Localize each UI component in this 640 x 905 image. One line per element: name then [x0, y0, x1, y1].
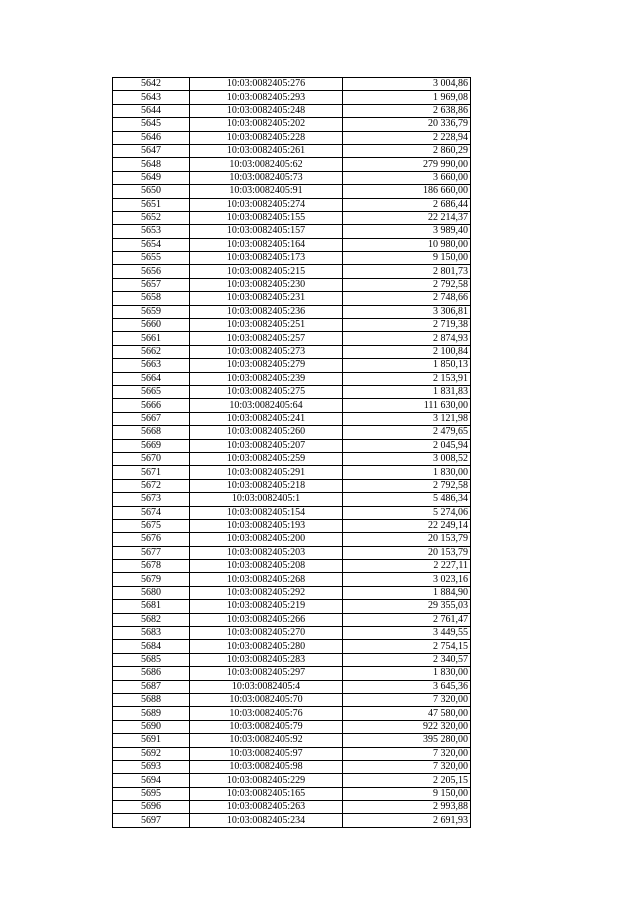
row-number-cell: 5649	[113, 171, 190, 184]
value-cell: 922 320,00	[343, 720, 471, 733]
value-cell: 2 205,15	[343, 774, 471, 787]
table-row	[113, 426, 471, 439]
row-number-cell: 5643	[113, 91, 190, 104]
table-row	[113, 238, 471, 251]
table-row	[113, 493, 471, 506]
cadastral-number-cell: 10:03:0082405:165	[190, 787, 343, 800]
table-row	[113, 372, 471, 385]
table-row	[113, 452, 471, 465]
value-cell: 3 660,00	[343, 171, 471, 184]
table-row	[113, 653, 471, 666]
value-cell: 3 306,81	[343, 305, 471, 318]
value-cell: 7 320,00	[343, 747, 471, 760]
value-cell: 2 801,73	[343, 265, 471, 278]
table-row	[113, 801, 471, 814]
table-row	[113, 319, 471, 332]
table-row	[113, 720, 471, 733]
row-number-cell: 5659	[113, 305, 190, 318]
row-number-cell: 5680	[113, 586, 190, 599]
row-number-cell: 5694	[113, 774, 190, 787]
value-cell: 3 449,55	[343, 627, 471, 640]
value-cell: 7 320,00	[343, 760, 471, 773]
row-number-cell: 5675	[113, 519, 190, 532]
row-number-cell: 5655	[113, 252, 190, 265]
row-number-cell: 5693	[113, 760, 190, 773]
cadastral-number-cell: 10:03:0082405:266	[190, 613, 343, 626]
row-number-cell: 5697	[113, 814, 190, 827]
value-cell: 20 153,79	[343, 546, 471, 559]
value-cell: 5 274,06	[343, 506, 471, 519]
cadastral-number-cell: 10:03:0082405:251	[190, 319, 343, 332]
cadastral-number-cell: 10:03:0082405:270	[190, 627, 343, 640]
cadastral-number-cell: 10:03:0082405:200	[190, 533, 343, 546]
value-cell: 2 045,94	[343, 439, 471, 452]
value-cell: 2 792,58	[343, 278, 471, 291]
row-number-cell: 5696	[113, 801, 190, 814]
value-cell: 2 153,91	[343, 372, 471, 385]
value-cell: 9 150,00	[343, 787, 471, 800]
row-number-cell: 5687	[113, 680, 190, 693]
value-cell: 3 004,86	[343, 78, 471, 91]
row-number-cell: 5676	[113, 533, 190, 546]
cadastral-number-cell: 10:03:0082405:70	[190, 693, 343, 706]
value-cell: 186 660,00	[343, 185, 471, 198]
row-number-cell: 5668	[113, 426, 190, 439]
row-number-cell: 5682	[113, 613, 190, 626]
cadastral-number-cell: 10:03:0082405:62	[190, 158, 343, 171]
row-number-cell: 5695	[113, 787, 190, 800]
cadastral-number-cell: 10:03:0082405:263	[190, 801, 343, 814]
row-number-cell: 5664	[113, 372, 190, 385]
value-cell: 2 748,66	[343, 292, 471, 305]
value-cell: 2 686,44	[343, 198, 471, 211]
value-cell: 2 340,57	[343, 653, 471, 666]
cadastral-number-cell: 10:03:0082405:218	[190, 479, 343, 492]
table-row	[113, 707, 471, 720]
row-number-cell: 5677	[113, 546, 190, 559]
row-number-cell: 5652	[113, 211, 190, 224]
table-row	[113, 158, 471, 171]
table-row	[113, 627, 471, 640]
value-cell: 3 989,40	[343, 225, 471, 238]
table-row	[113, 734, 471, 747]
table-row	[113, 747, 471, 760]
value-cell: 2 638,86	[343, 104, 471, 117]
cadastral-number-cell: 10:03:0082405:64	[190, 399, 343, 412]
value-cell: 2 993,88	[343, 801, 471, 814]
cadastral-number-cell: 10:03:0082405:275	[190, 385, 343, 398]
cadastral-number-cell: 10:03:0082405:202	[190, 118, 343, 131]
value-cell: 2 227,11	[343, 560, 471, 573]
row-number-cell: 5672	[113, 479, 190, 492]
row-number-cell: 5663	[113, 359, 190, 372]
table-row	[113, 225, 471, 238]
row-number-cell: 5684	[113, 640, 190, 653]
table-row	[113, 332, 471, 345]
table-row	[113, 680, 471, 693]
row-number-cell: 5691	[113, 734, 190, 747]
cadastral-number-cell: 10:03:0082405:260	[190, 426, 343, 439]
row-number-cell: 5681	[113, 600, 190, 613]
table-row	[113, 385, 471, 398]
row-number-cell: 5686	[113, 667, 190, 680]
table-row	[113, 252, 471, 265]
row-number-cell: 5685	[113, 653, 190, 666]
row-number-cell: 5644	[113, 104, 190, 117]
row-number-cell: 5669	[113, 439, 190, 452]
table-row	[113, 278, 471, 291]
table-row	[113, 546, 471, 559]
row-number-cell: 5666	[113, 399, 190, 412]
table-body	[113, 78, 471, 828]
cadastral-number-cell: 10:03:0082405:273	[190, 345, 343, 358]
cadastral-number-cell: 10:03:0082405:291	[190, 466, 343, 479]
value-cell: 2 228,94	[343, 131, 471, 144]
cadastral-number-cell: 10:03:0082405:241	[190, 412, 343, 425]
value-cell: 3 008,52	[343, 452, 471, 465]
cadastral-number-cell: 10:03:0082405:283	[190, 653, 343, 666]
table-row	[113, 131, 471, 144]
cadastral-number-cell: 10:03:0082405:79	[190, 720, 343, 733]
table-row	[113, 667, 471, 680]
table-row	[113, 774, 471, 787]
table-row	[113, 760, 471, 773]
row-number-cell: 5665	[113, 385, 190, 398]
table-row	[113, 412, 471, 425]
table-row	[113, 560, 471, 573]
cadastral-number-cell: 10:03:0082405:259	[190, 452, 343, 465]
value-cell: 2 792,58	[343, 479, 471, 492]
table-row	[113, 613, 471, 626]
value-cell: 1 830,00	[343, 667, 471, 680]
value-cell: 2 761,47	[343, 613, 471, 626]
table-row	[113, 506, 471, 519]
row-number-cell: 5671	[113, 466, 190, 479]
row-number-cell: 5642	[113, 78, 190, 91]
cadastral-number-cell: 10:03:0082405:157	[190, 225, 343, 238]
value-cell: 2 874,93	[343, 332, 471, 345]
row-number-cell: 5688	[113, 693, 190, 706]
table-row	[113, 814, 471, 827]
row-number-cell: 5678	[113, 560, 190, 573]
cadastral-number-cell: 10:03:0082405:91	[190, 185, 343, 198]
value-cell: 3 023,16	[343, 573, 471, 586]
cadastral-number-cell: 10:03:0082405:76	[190, 707, 343, 720]
cadastral-number-cell: 10:03:0082405:292	[190, 586, 343, 599]
value-cell: 29 355,03	[343, 600, 471, 613]
value-cell: 2 691,93	[343, 814, 471, 827]
row-number-cell: 5679	[113, 573, 190, 586]
row-number-cell: 5658	[113, 292, 190, 305]
table-row	[113, 292, 471, 305]
value-cell: 2 479,65	[343, 426, 471, 439]
row-number-cell: 5667	[113, 412, 190, 425]
value-cell: 2 719,38	[343, 319, 471, 332]
row-number-cell: 5653	[113, 225, 190, 238]
row-number-cell: 5670	[113, 452, 190, 465]
cadastral-number-cell: 10:03:0082405:274	[190, 198, 343, 211]
row-number-cell: 5662	[113, 345, 190, 358]
value-cell: 1 884,90	[343, 586, 471, 599]
cadastral-number-cell: 10:03:0082405:173	[190, 252, 343, 265]
value-cell: 1 830,00	[343, 466, 471, 479]
table-row	[113, 533, 471, 546]
row-number-cell: 5689	[113, 707, 190, 720]
row-number-cell: 5647	[113, 144, 190, 157]
table-row	[113, 78, 471, 91]
value-cell: 7 320,00	[343, 693, 471, 706]
value-cell: 395 280,00	[343, 734, 471, 747]
value-cell: 2 100,84	[343, 345, 471, 358]
cadastral-number-cell: 10:03:0082405:276	[190, 78, 343, 91]
cadastral-number-cell: 10:03:0082405:234	[190, 814, 343, 827]
table-row	[113, 479, 471, 492]
cadastral-number-cell: 10:03:0082405:92	[190, 734, 343, 747]
cadastral-number-cell: 10:03:0082405:73	[190, 171, 343, 184]
cadastral-number-cell: 10:03:0082405:154	[190, 506, 343, 519]
value-cell: 1 831,83	[343, 385, 471, 398]
cadastral-number-cell: 10:03:0082405:228	[190, 131, 343, 144]
cadastral-number-cell: 10:03:0082405:229	[190, 774, 343, 787]
table-row	[113, 439, 471, 452]
table-row	[113, 345, 471, 358]
table-row	[113, 359, 471, 372]
value-cell: 22 249,14	[343, 519, 471, 532]
table-row	[113, 198, 471, 211]
cadastral-number-cell: 10:03:0082405:164	[190, 238, 343, 251]
row-number-cell: 5656	[113, 265, 190, 278]
value-cell: 47 580,00	[343, 707, 471, 720]
cadastral-number-cell: 10:03:0082405:1	[190, 493, 343, 506]
cadastral-number-cell: 10:03:0082405:257	[190, 332, 343, 345]
cadastral-number-cell: 10:03:0082405:4	[190, 680, 343, 693]
value-cell: 10 980,00	[343, 238, 471, 251]
row-number-cell: 5654	[113, 238, 190, 251]
cadastral-number-cell: 10:03:0082405:261	[190, 144, 343, 157]
value-cell: 3 645,36	[343, 680, 471, 693]
table-row	[113, 466, 471, 479]
table-row	[113, 144, 471, 157]
value-cell: 2 754,15	[343, 640, 471, 653]
row-number-cell: 5661	[113, 332, 190, 345]
value-cell: 1 850,13	[343, 359, 471, 372]
table-row	[113, 586, 471, 599]
value-cell: 22 214,37	[343, 211, 471, 224]
cadastral-number-cell: 10:03:0082405:97	[190, 747, 343, 760]
cadastral-number-cell: 10:03:0082405:236	[190, 305, 343, 318]
row-number-cell: 5657	[113, 278, 190, 291]
cadastral-number-cell: 10:03:0082405:219	[190, 600, 343, 613]
value-cell: 111 630,00	[343, 399, 471, 412]
value-cell: 1 969,08	[343, 91, 471, 104]
row-number-cell: 5674	[113, 506, 190, 519]
table-row	[113, 573, 471, 586]
cadastral-number-cell: 10:03:0082405:279	[190, 359, 343, 372]
cadastral-number-cell: 10:03:0082405:215	[190, 265, 343, 278]
value-cell: 9 150,00	[343, 252, 471, 265]
row-number-cell: 5645	[113, 118, 190, 131]
row-number-cell: 5648	[113, 158, 190, 171]
cadastral-number-cell: 10:03:0082405:293	[190, 91, 343, 104]
table-row	[113, 787, 471, 800]
value-cell: 20 336,79	[343, 118, 471, 131]
cadastral-number-cell: 10:03:0082405:297	[190, 667, 343, 680]
row-number-cell: 5660	[113, 319, 190, 332]
value-cell: 3 121,98	[343, 412, 471, 425]
table-row	[113, 519, 471, 532]
value-cell: 279 990,00	[343, 158, 471, 171]
row-number-cell: 5646	[113, 131, 190, 144]
cadastral-number-cell: 10:03:0082405:208	[190, 560, 343, 573]
table-row	[113, 265, 471, 278]
cadastral-number-cell: 10:03:0082405:207	[190, 439, 343, 452]
row-number-cell: 5651	[113, 198, 190, 211]
cadastral-number-cell: 10:03:0082405:203	[190, 546, 343, 559]
row-number-cell: 5650	[113, 185, 190, 198]
table-row	[113, 693, 471, 706]
cadastral-value-table	[112, 77, 471, 828]
table-row	[113, 640, 471, 653]
table-row	[113, 91, 471, 104]
cadastral-number-cell: 10:03:0082405:155	[190, 211, 343, 224]
value-cell: 2 860,29	[343, 144, 471, 157]
cadastral-number-cell: 10:03:0082405:231	[190, 292, 343, 305]
row-number-cell: 5690	[113, 720, 190, 733]
value-cell: 20 153,79	[343, 533, 471, 546]
cadastral-number-cell: 10:03:0082405:230	[190, 278, 343, 291]
table-row	[113, 399, 471, 412]
table-row	[113, 185, 471, 198]
table-row	[113, 118, 471, 131]
table-row	[113, 104, 471, 117]
value-cell: 5 486,34	[343, 493, 471, 506]
cadastral-number-cell: 10:03:0082405:268	[190, 573, 343, 586]
row-number-cell: 5673	[113, 493, 190, 506]
cadastral-number-cell: 10:03:0082405:280	[190, 640, 343, 653]
row-number-cell: 5683	[113, 627, 190, 640]
cadastral-number-cell: 10:03:0082405:98	[190, 760, 343, 773]
table-row	[113, 211, 471, 224]
cadastral-number-cell: 10:03:0082405:248	[190, 104, 343, 117]
table-row	[113, 600, 471, 613]
table-row	[113, 305, 471, 318]
table-row	[113, 171, 471, 184]
row-number-cell: 5692	[113, 747, 190, 760]
cadastral-number-cell: 10:03:0082405:193	[190, 519, 343, 532]
cadastral-number-cell: 10:03:0082405:239	[190, 372, 343, 385]
